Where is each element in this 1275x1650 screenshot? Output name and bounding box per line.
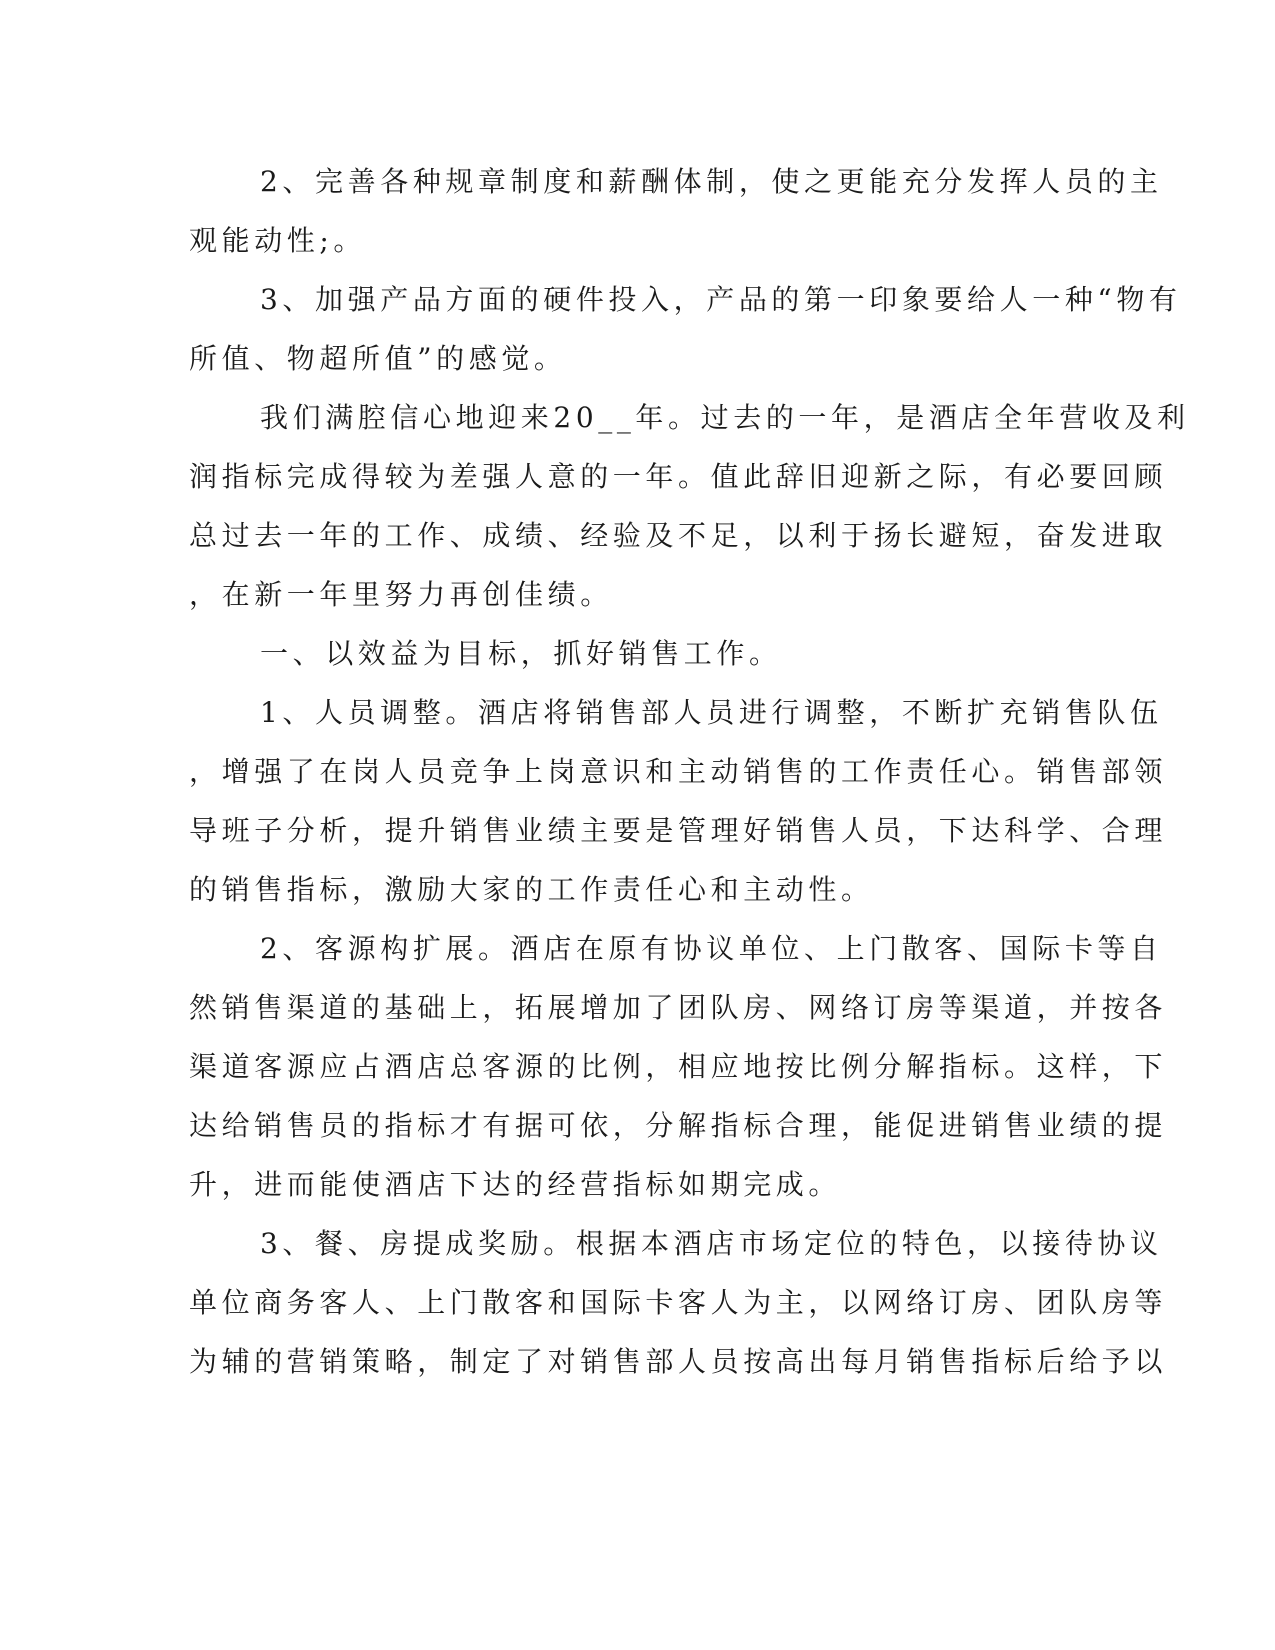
text-line: 的销售指标，激励大家的工作责任心和主动性。 (189, 873, 874, 906)
text-line: 升，进而能使酒店下达的经营指标如期完成。 (189, 1168, 842, 1201)
text-line: 然销售渠道的基础上，拓展增加了团队房、网络订房等渠道，并按各 (189, 991, 1168, 1024)
text-line: 所值、物超所值”的感觉。 (189, 342, 567, 375)
text-line: ，在新一年里努力再创佳绩。 (189, 578, 613, 611)
text-line: ，增强了在岗人员竞争上岗意识和主动销售的工作责任心。销售部领 (189, 755, 1168, 788)
text-line: 单位商务客人、上门散客和国际卡客人为主，以网络订房、团队房等 (189, 1286, 1168, 1319)
text-line: 为辅的营销策略，制定了对销售部人员按高出每月销售指标后给予以 (189, 1345, 1168, 1378)
text-line: 3、加强产品方面的硬件投入，产品的第一印象要给人一种“物有 (260, 283, 1182, 316)
text-line: 2、完善各种规章制度和薪酬体制，使之更能充分发挥人员的主 (260, 165, 1163, 198)
text-line: 3、餐、房提成奖励。根据本酒店市场定位的特色，以接待协议 (260, 1227, 1163, 1260)
text-line: 1、人员调整。酒店将销售部人员进行调整，不断扩充销售队伍 (260, 696, 1163, 729)
text-line: 润指标完成得较为差强人意的一年。值此辞旧迎新之际，有必要回顾 (189, 460, 1168, 493)
text-line: 观能动性;。 (189, 224, 367, 257)
text-line: 我们满腔信心地迎来20__年。过去的一年，是酒店全年营收及利 (260, 401, 1190, 434)
text-line: 渠道客源应占酒店总客源的比例，相应地按比例分解指标。这样，下 (189, 1050, 1168, 1083)
text-line: 导班子分析，提升销售业绩主要是管理好销售人员，下达科学、合理 (189, 814, 1168, 847)
text-line: 总过去一年的工作、成绩、经验及不足，以利于扬长避短，奋发进取 (189, 519, 1168, 552)
text-line: 达给销售员的指标才有据可依，分解指标合理，能促进销售业绩的提 (189, 1109, 1168, 1142)
text-line: 2、客源构扩展。酒店在原有协议单位、上门散客、国际卡等自 (260, 932, 1163, 965)
section-heading: 一、以效益为目标，抓好销售工作。 (260, 637, 782, 670)
